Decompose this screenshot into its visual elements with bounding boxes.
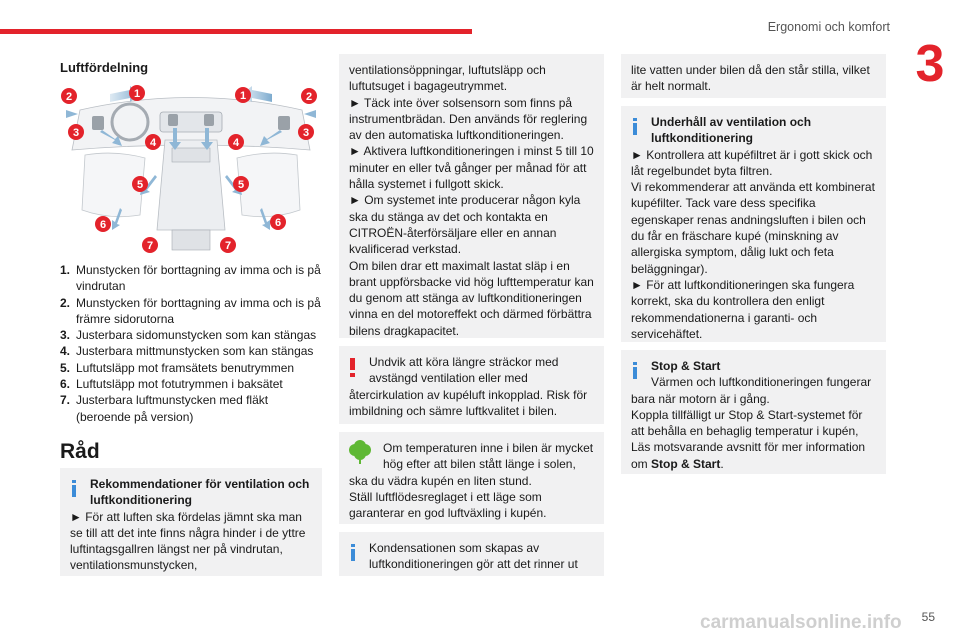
callout-3-left: 3 <box>72 127 80 139</box>
condensation-continued-text: lite vatten under bilen då den står stilla, vilket är helt normalt. <box>631 63 870 94</box>
callout-1-left: 1 <box>133 88 141 100</box>
callout-4-left: 4 <box>149 137 157 149</box>
info-icon <box>633 118 637 132</box>
recommendations-text: ► För att luften ska fördelas jämnt ska man se till att det inte finns några hinder i de yttre luftintagsgallren längst ner på vindrutan, ventilationsmunstycken, <box>70 509 306 573</box>
legend-item: 7. Justerbara luftmunstycken med fläkt (beroende på version) <box>60 393 269 424</box>
page-number: 55 <box>921 610 935 624</box>
watermark: carmanualsonline.info <box>700 612 902 633</box>
condensation-text: Kondensationen som skapas av luftkonditioneringen gör att det rinner ut <box>369 541 578 572</box>
info-icon <box>72 480 76 494</box>
stop-start-bold-ref: Stop & Start <box>651 456 721 471</box>
eco-text-rest: ska du vädra kupén en liten stund. Ställ luftflödesreglaget i ett läge som garanterar en god luftväxling i kupén. <box>349 473 547 521</box>
section-title: Ergonomi och komfort <box>767 20 890 34</box>
stop-start-title: Stop & Start <box>651 359 721 373</box>
legend-item: 4. Justerbara mittmunstycken som kan stängas <box>60 344 314 359</box>
air-distribution-title: Luftfördelning <box>60 60 149 75</box>
air-distribution-diagram <box>60 80 322 255</box>
advice-heading: Råd <box>60 440 100 463</box>
callout-3-right: 3 <box>302 127 310 139</box>
callout-6-right: 6 <box>274 217 282 229</box>
eco-tip-box <box>339 432 604 524</box>
condensation-box-continued <box>621 54 886 98</box>
stop-start-text-rest: bara när motorn är i gång. Koppla tillfälligt ur Stop & Start-systemet för att behålla en behaglig temperatur i kupén, Läs motsvarande avsnitt för mer information om Stop & Start. <box>631 391 866 471</box>
recommendations-box-continued <box>339 54 604 338</box>
warning-text-rest: återcirkulation av kupéluft inkopplad. Risk för imbildning och sämre luftkvalitet i bilen. <box>349 387 588 418</box>
callout-1-right: 1 <box>239 90 247 102</box>
warning-text-first: Undvik att köra längre sträckor med avstängd ventilation eller med <box>369 355 559 386</box>
callout-4-right: 4 <box>232 137 240 149</box>
legend-item: 5. Luftutsläpp mot framsätets benutrymmen <box>60 360 295 375</box>
recommendations-box <box>60 468 322 576</box>
callout-2-right: 2 <box>305 91 313 103</box>
info-icon <box>633 362 637 376</box>
stop-start-box <box>621 350 886 474</box>
warning-box <box>339 346 604 424</box>
chapter-number: 3 <box>915 35 945 93</box>
maintenance-box <box>621 106 886 342</box>
callout-7-left: 7 <box>146 240 154 252</box>
info-icon <box>351 544 355 558</box>
recommendations-title: Rekommendationer för ventilation och luftkonditionering <box>90 477 310 508</box>
header-accent-bar <box>0 29 472 34</box>
eco-leaf-icon <box>347 440 373 466</box>
callout-5-left: 5 <box>136 179 144 191</box>
legend-item: 6. Luftutsläpp mot fotutrymmen i baksätet <box>60 377 283 392</box>
callout-5-right: 5 <box>237 179 245 191</box>
maintenance-title: Underhåll av ventilation och luftkonditionering <box>651 115 812 146</box>
diagram-legend <box>60 262 322 425</box>
callout-7-right: 7 <box>224 240 232 252</box>
maintenance-text: ► Kontrollera att kupéfiltret är i gott skick och låt regelbundet byta filtren. Vi rekommenderar att använda ett kombinerat kupéfilter. Tack vare dess specifika egenskaper renas andningsluften i bilen och du får en fräschare kupé (minskning av allergiska symptom, dålig lukt och feta beläggningar). ► För att luftkonditioneringen ska fungera korrekt, ska du kontrollera den enligt rekommendationerna i garanti- och servicehäftet. <box>631 147 875 341</box>
recommendations-continued-text: ventilationsöppningar, luftutsläpp och luftutsuget i bagageutrymmet. ► Täck inte över solsensorn som finns på instrumentbrädan. Den används för reglering av den automatiska luftkonditioneringen. ► Aktivera luftkonditioneringen i minst 5 till 10 minuter en eller två gånger per månad för att hålla systemet i fullgott skick. ► Om systemet inte producerar någon kyla ska du stänga av det och kontakta en CITROËN-återförsäljare eller en annan kvalificerad verkstad. Om bilen drar ett maximalt lastat släp i en brant uppförsbacke vid hög lufttemperatur kan du genom att stänga av luftkonditioneringen vinna en del motoreffekt och därmed förbättra bilens dragkapacitet. <box>349 63 594 338</box>
legend-item: 3. Justerbara sidomunstycken som kan stängas <box>60 328 317 343</box>
legend-item: 2. Munstycken för borttagning av imma och is på främre sidorutorna <box>60 295 321 326</box>
eco-text-first: Om temperaturen inne i bilen är mycket hög efter att bilen stått länge i solen, <box>383 441 594 472</box>
callout-6-left: 6 <box>99 219 107 231</box>
condensation-box <box>339 532 604 576</box>
callout-2-left: 2 <box>65 91 73 103</box>
legend-item: 1. Munstycken för borttagning av imma och is på vindrutan <box>60 263 321 294</box>
stop-start-text-first: Värmen och luftkonditioneringen fungerar <box>651 375 872 390</box>
